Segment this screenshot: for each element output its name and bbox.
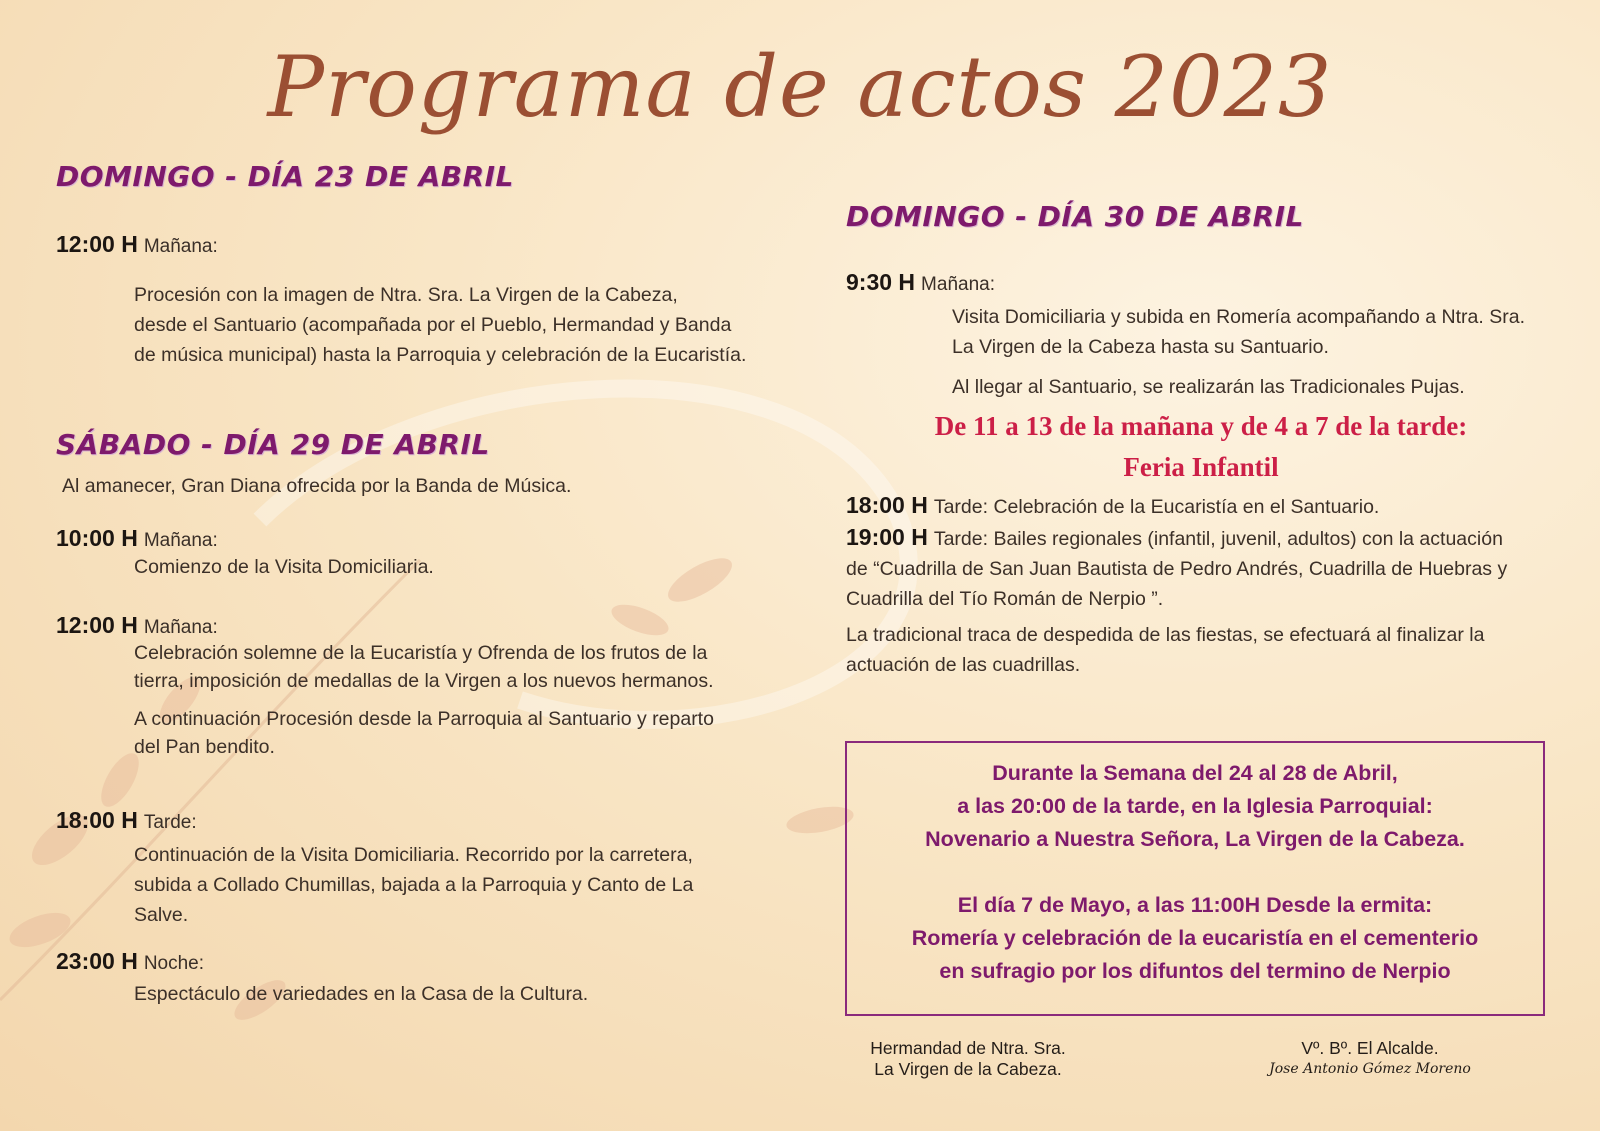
signature-hermandad: Hermandad de Ntra. Sra. La Virgen de la Cabeza. [870, 1038, 1066, 1079]
event-description: Visita Domiciliaria y subida en Romería acompañando a Ntra. Sra. La Virgen de la Cabeza hasta su Santuario. Al llegar al Santuario, se realizarán las Tradicionales Pujas. [952, 306, 1525, 398]
event-1200-saturday: 12:00 H Mañana: [56, 612, 218, 638]
event-time: 12:00 H [56, 231, 138, 257]
alcalde-name: Jose Antonio Gómez Moreno [1269, 1061, 1471, 1077]
day-heading-23-april: DOMINGO - DÍA 23 DE ABRIL [56, 160, 514, 193]
event-0930-sunday: 9:30 H Mañana: [846, 269, 995, 295]
novenario-notice-box: Durante la Semana del 24 al 28 de Abril, a las 20:00 de la tarde, en la Iglesia Parroquial: Novenario a Nuestra Señora, La Virgen de la Cabeza. El día 7 de Mayo, a las 11:00H Desde la ermita: Romería y celebración de la eucaristía en el cementerio en sufragio por los difuntos del termino de Nerpio [845, 741, 1545, 1016]
event-description: Procesión con la imagen de Ntra. Sra. La Virgen de la Cabeza, desde el Santuario (acompañada por el Pueblo, Hermandad y Banda de música municipal) hasta la Parroquia y celebración de la Eucaristía. [134, 284, 747, 366]
event-1000-saturday: 10:00 H Mañana: [56, 525, 218, 551]
event-description: Comienzo de la Visita Domiciliaria. [134, 556, 434, 578]
event-period: Mañana: [143, 236, 218, 257]
feria-infantil-notice: De 11 a 13 de la mañana y de 4 a 7 de la tarde: Feria Infantil [934, 411, 1468, 482]
event-description: Espectáculo de variedades en la Casa de la Cultura. [134, 983, 589, 1005]
event-1800-sunday: 18:00 H Tarde: Celebración de la Eucaristía en el Santuario. [846, 492, 1380, 518]
event-description: Continuación de la Visita Domiciliaria. Recorrido por la carretera, subida a Collado Chumillas, bajada a la Parroquia y Canto de La Salve. [134, 844, 694, 926]
event-description: Celebración solemne de la Eucaristía y Ofrenda de los frutos de la tierra, imposición de medallas de la Virgen a los nuevos hermanos. A continuación Procesión desde la Parroquia al Santuario y reparto del Pan bendito. [134, 642, 714, 758]
right-column [846, 200, 1556, 680]
event-1200-sunday [56, 231, 776, 258]
day-heading-30-april: DOMINGO - DÍA 30 DE ABRIL [846, 200, 1304, 233]
day-heading-29-april: SÁBADO - DÍA 29 DE ABRIL [56, 428, 490, 461]
event-1900-sunday: 19:00 H Tarde: Bailes regionales (infantil, juvenil, adultos) con la actuación de “Cuadrilla de San Juan Bautista de Pedro Andrés, Cuadrilla de Huebras y Cuadrilla del Tío Román de Nerpio ”. [846, 524, 1508, 610]
intro-text: Al amanecer, Gran Diana ofrecida por la Banda de Música. [62, 475, 572, 497]
signature-alcalde: Vº. Bº. El Alcalde. Jose Antonio Gómez Moreno [1260, 1038, 1480, 1080]
closing-text: La tradicional traca de despedida de las fiestas, se efectuará al finalizar la actuación de las cuadrillas. [846, 624, 1485, 676]
page-title: Programa de actos 2023 [267, 38, 1333, 136]
event-2300-saturday: 23:00 H Noche: [56, 948, 205, 974]
left-column [56, 160, 776, 1009]
event-1800-saturday: 18:00 H Tarde: [56, 807, 197, 833]
